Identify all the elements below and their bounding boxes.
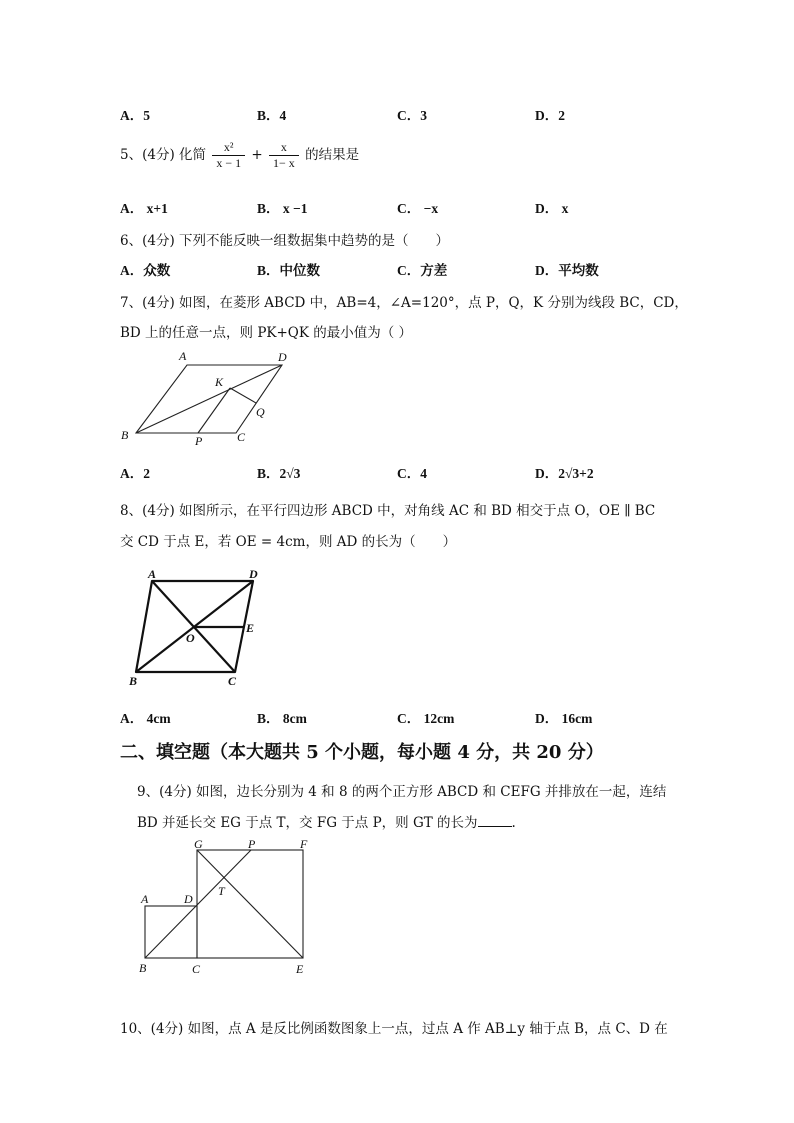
q8-parallelogram-figure: [120, 565, 270, 690]
q5-plus: +: [251, 147, 263, 163]
question-8-line-2: 交 CD 于点 E，若 OE = 4cm，则 AD 的长为（ ）: [120, 534, 457, 550]
question-5: [120, 140, 359, 171]
q7-option-a: A．2: [120, 466, 150, 481]
q5-frac2-numerator: x: [269, 140, 299, 156]
question-6: 6、(4分) 下列不能反映一组数据集中趋势的是（ ）: [120, 233, 450, 249]
q5-option-b: B． x −1: [257, 201, 308, 216]
label-a: A: [148, 567, 157, 581]
question-7-line-2: BD 上的任意一点，则 PK+QK 的最小值为（ ）: [120, 325, 413, 341]
segment-pk: [198, 388, 230, 433]
label-b: B: [121, 428, 129, 442]
label-c: C: [192, 962, 201, 976]
answer-blank: [478, 814, 512, 827]
q7-rhombus-figure: [115, 345, 305, 450]
label-p: P: [248, 837, 256, 851]
q8-option-a: A． 4cm: [120, 711, 171, 726]
label-q: Q: [256, 405, 265, 419]
q4-option-c: C．3: [397, 108, 427, 123]
q4-option-b: B．4: [257, 108, 287, 123]
q5-option-a: A． x+1: [120, 201, 168, 216]
label-o: O: [186, 631, 195, 645]
label-f: F: [300, 837, 308, 851]
q7-option-d: D．2√3+2: [535, 466, 594, 481]
q8-option-c: C． 12cm: [397, 711, 455, 726]
q5-fraction-1: [212, 140, 245, 171]
q6-option-a: A．众数: [120, 263, 171, 278]
q5-frac2-denominator: 1− x: [273, 156, 295, 170]
q7-option-c: C．4: [397, 466, 427, 481]
q4-option-d: D．2: [535, 108, 565, 123]
question-9-line-1: 9、(4分) 如图，边长分别为 4 和 8 的两个正方形 ABCD 和 CEFG 并排放在一起，连结: [137, 784, 667, 800]
label-a: A: [141, 892, 149, 906]
label-d: D: [184, 892, 193, 906]
line-ge: [197, 850, 303, 958]
q5-frac1-denominator: x − 1: [216, 156, 242, 170]
label-c: C: [228, 674, 237, 688]
q7-option-b: B．2√3: [257, 466, 301, 481]
label-d: D: [278, 350, 287, 364]
label-e: E: [246, 621, 255, 635]
q6-option-d: D．平均数: [535, 263, 599, 278]
label-k: K: [215, 375, 224, 389]
question-8-line-1: 8、(4分) 如图所示，在平行四边形 ABCD 中，对角线 AC 和 BD 相交于点 O，OE ∥ BC: [120, 503, 656, 519]
q5-fraction-2: [269, 140, 299, 171]
section-2-title: 二、填空题（本大题共 5 个小题，每小题 4 分，共 20 分）: [120, 742, 604, 763]
label-p: P: [195, 434, 203, 448]
label-c: C: [237, 430, 246, 444]
q9-line-2-text: BD 并延长交 EG 于点 T，交 FG 于点 P，则 GT 的长为: [137, 815, 478, 831]
line-bdp: [145, 850, 251, 958]
q5-prefix: 5、(4分) 化简: [120, 147, 207, 163]
q5-frac1-numerator: x²: [212, 140, 245, 156]
q9-line-2-end: .: [511, 815, 516, 831]
q8-option-d: D． 16cm: [535, 711, 593, 726]
segment-qk: [230, 388, 256, 403]
q6-option-b: B．中位数: [257, 263, 321, 278]
q6-option-c: C．方差: [397, 263, 448, 278]
label-g: G: [194, 837, 203, 851]
question-10: 10、(4分) 如图，点 A 是反比例函数图象上一点，过点 A 作 AB⊥y 轴于点 B，点 C、D 在: [120, 1021, 668, 1037]
q5-suffix: 的结果是: [305, 147, 360, 163]
label-t: T: [218, 884, 225, 898]
q5-option-c: C． −x: [397, 201, 439, 216]
label-b: B: [129, 674, 138, 688]
label-d: D: [249, 567, 258, 581]
label-e: E: [296, 962, 304, 976]
label-a: A: [179, 349, 187, 363]
label-b: B: [139, 961, 147, 975]
q5-option-d: D． x: [535, 201, 569, 216]
question-7-line-1: 7、(4分) 如图，在菱形 ABCD 中，AB=4，∠A=120°，点 P，Q，K 分别为线段 BC，CD，: [120, 295, 688, 311]
question-9-line-2: [137, 811, 516, 831]
q8-option-b: B． 8cm: [257, 711, 307, 726]
q9-squares-figure: [130, 835, 320, 980]
diagonal-bd: [136, 365, 282, 433]
q4-option-a: A．5: [120, 108, 150, 123]
